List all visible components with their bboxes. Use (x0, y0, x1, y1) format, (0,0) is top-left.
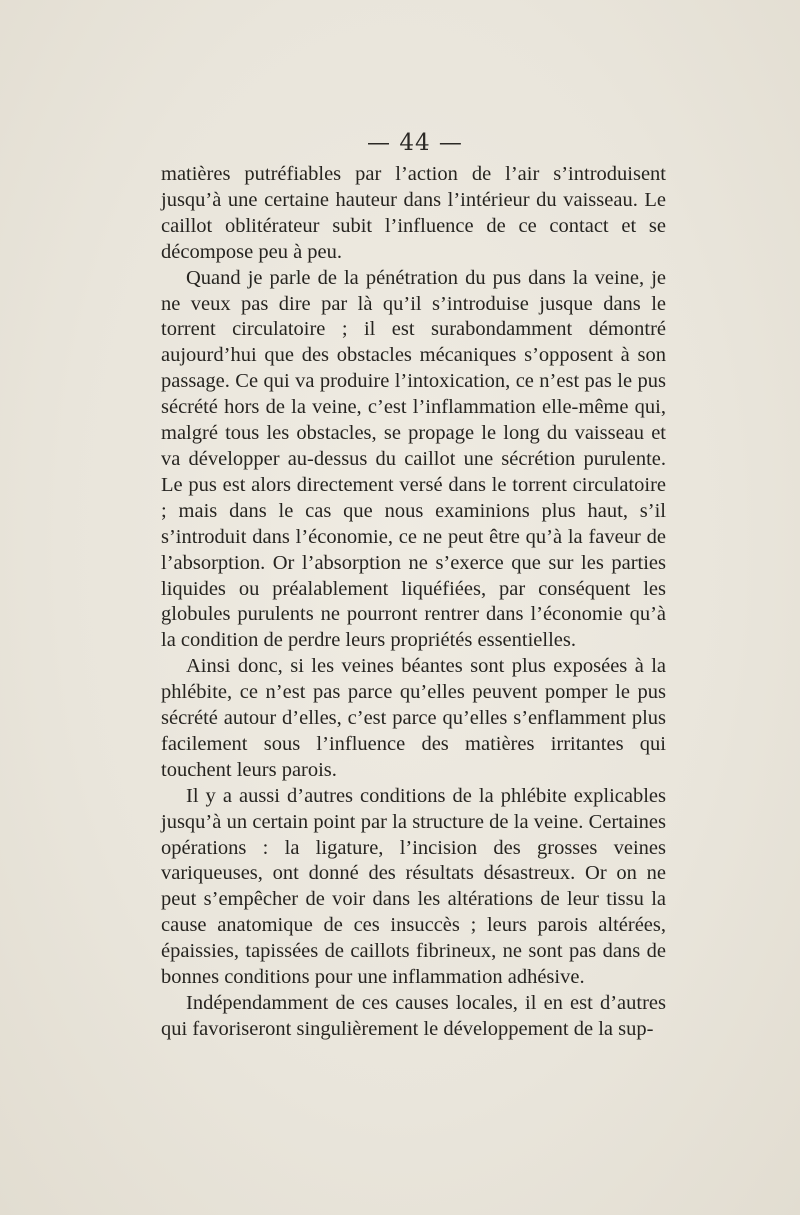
paragraph-5: Indépendamment de ces causes locales, il en est d’autres qui favoriseront singulièrement le développement de la sup- (161, 992, 666, 1040)
paragraph-1: matières putréfiables par l’action de l’air s’introduisent jusqu’à une certaine hauteur dans l’intérieur du vaisseau. Le caillot oblitérateur subit l’influence de ce contact et se décompose peu à peu. (161, 163, 666, 263)
page-body (161, 162, 666, 1043)
paragraph-2: Quand je parle de la pénétration du pus dans la veine, je ne veux pas dire par là qu’il s’introduise jusque dans le torrent circulatoire ; il est surabondamment démontré aujourd’hui que des obstacles mécaniques s’opposent à son passage. Ce qui va produire l’intoxication, ce n’est pas le pus sécrété hors de la veine, c’est l’inflammation elle-même qui, malgré tous les obstacles, se propage le long du vaisseau et va développer au-dessus du caillot une sécrétion purulente. Le pus est alors directement versé dans le torrent circulatoire ; mais dans le cas que nous examinions plus haut, s’il s’introduit dans l’économie, ce ne peut être qu’à la faveur de l’absorption. Or l’absorption ne s’exerce que sur les parties liquides ou préalablement liquéfiées, par conséquent les globules purulents ne pourront rentrer dans l’économie qu’à la condition de perdre leurs propriétés essentielles. (161, 266, 666, 652)
paragraph-4: Il y a aussi d’autres conditions de la phlébite explicables jusqu’à un certain point par la structure de la veine. Certaines opérations : la ligature, l’incision des grosses veines variqueuses, ont donné des résultats désastreux. Or on ne peut s’empêcher de voir dans les altérations de leur tissu la cause anatomique de ces insuccès ; leurs parois altérées, épaissies, tapissées de caillots fibrineux, ne sont pas dans de bonnes conditions pour une inflammation adhésive. (161, 784, 666, 989)
paragraph-3: Ainsi donc, si les veines béantes sont plus exposées à la phlébite, ce n’est pas parce qu’elles peuvent pomper le pus sécrété autour d’elles, c’est parce qu’elles s’enflamment plus facilement sous l’influence des matières irritantes qui touchent leurs parois. (161, 655, 666, 781)
page-number: — 44 — (367, 130, 463, 156)
